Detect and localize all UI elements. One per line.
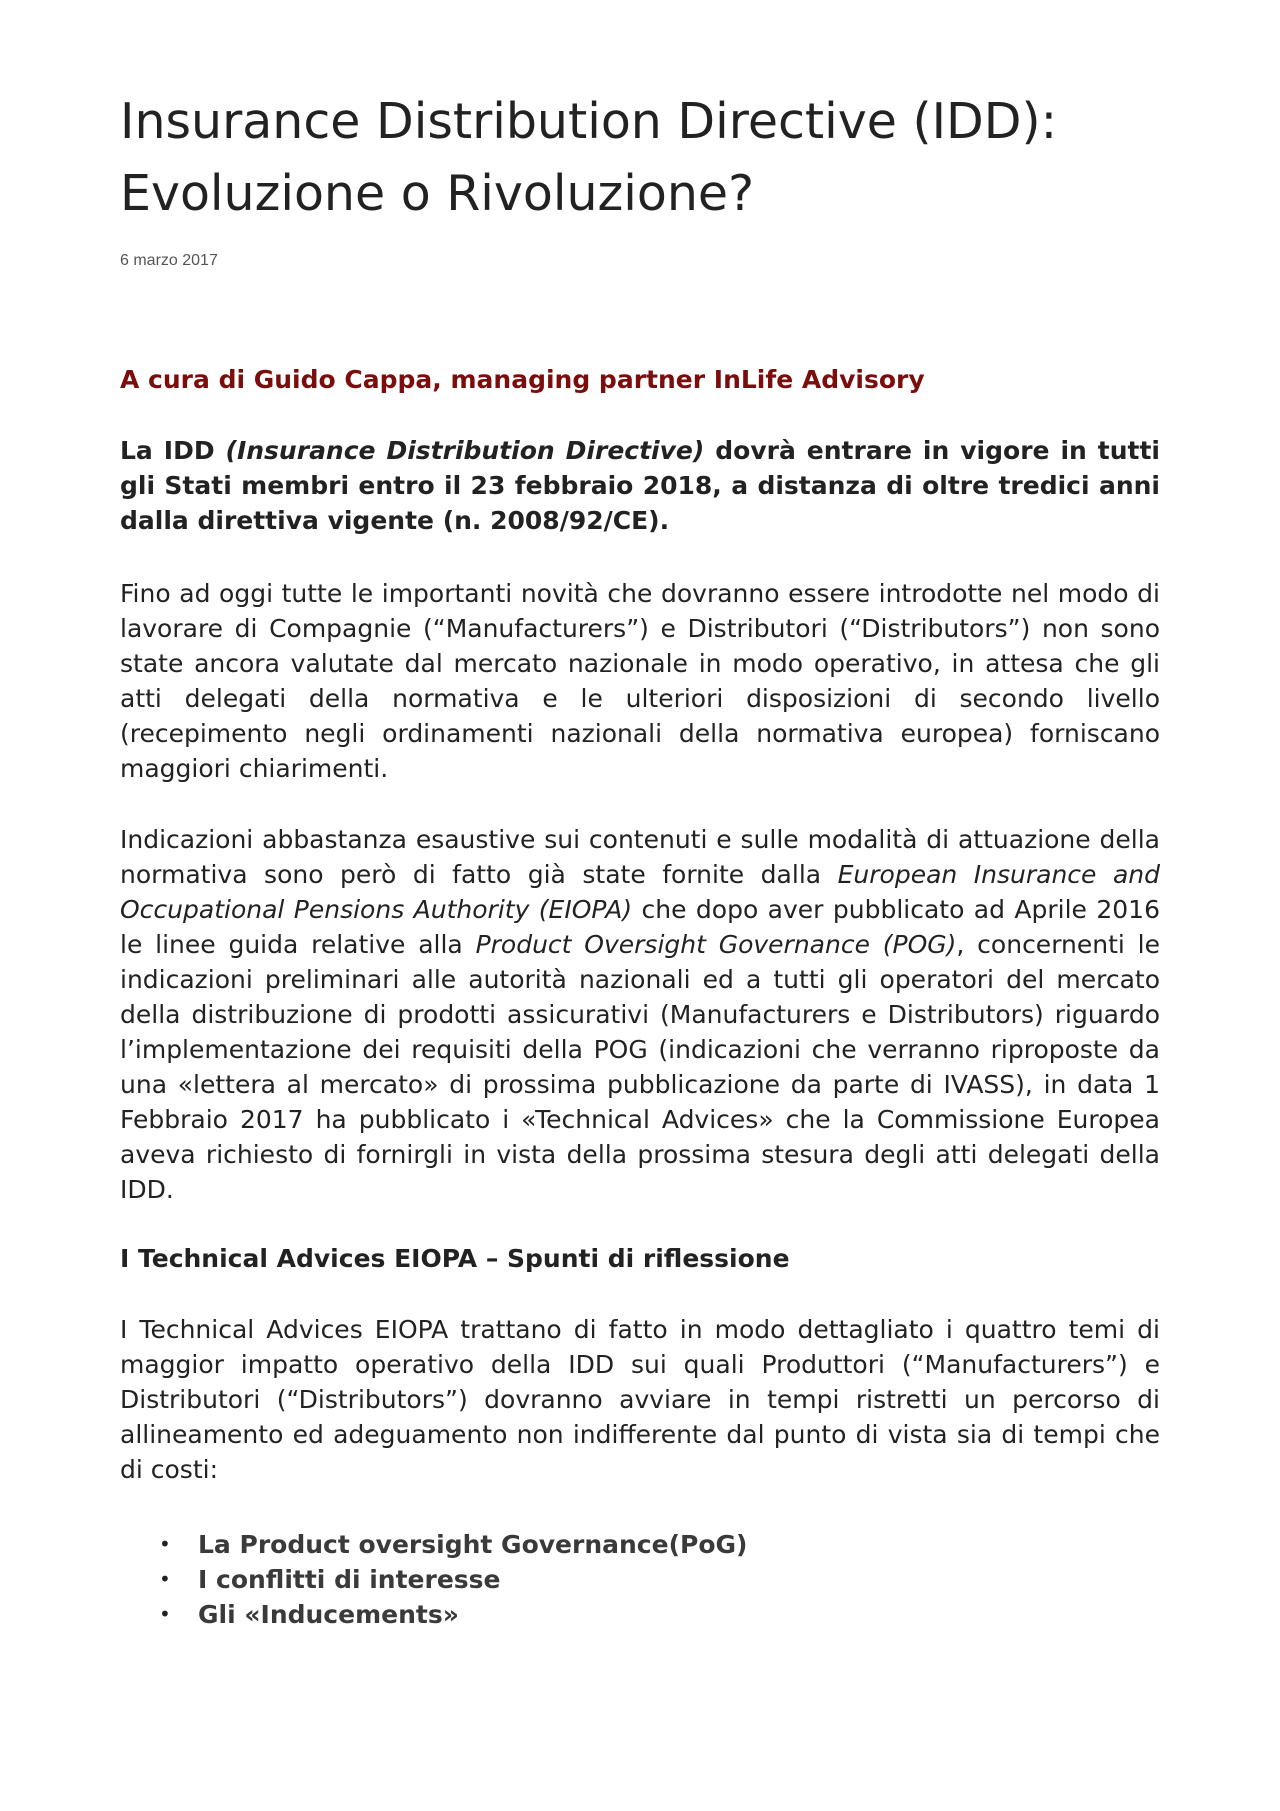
article-title: Insurance Distribution Directive (IDD): Evoluzione o Rivoluzione? [120,93,1058,222]
paragraph-2-text-2: che dopo aver pubblicato ad Aprile 2016 le linee guida relative alla [120,895,1160,959]
paragraph-2-emphasis-pog: Product Oversight Governance (POG) [475,930,957,959]
bullet-list [120,1527,1160,1632]
list-item [120,1562,1160,1597]
list-item-text: Gli «Inducements» [198,1600,459,1629]
bullet-icon: • [159,1567,171,1591]
lead-emphasis: (Insurance Distribution Directive) [225,436,705,465]
paragraph-2-text-3: , concernenti le indicazioni preliminari alle autorità nazionali ed a tutti gli operatori del mercato della distribuzione di prodotti assicurativi (Manufacturers e Distributors) riguardo l’implementazione dei requisiti della POG (indicazioni che verranno riproposte da una «lettera al mercato» di prossima pubblicazione da parte di IVASS), in data 1 Febbraio 2017 ha pubblicato i «Technical Advices» che la Commissione Europea aveva richiesto di fornirgli in vista della prossima stesura degli atti delegati della IDD. [120,930,1160,1204]
article-byline: A cura di Guido Cappa, managing partner InLife Advisory [120,365,925,394]
paragraph-2-text-1: Indicazioni abbastanza esaustive sui contenuti e sulle modalità di attuazione della normativa sono però di fatto già state fornite dalla [120,825,1160,889]
section-heading: I Technical Advices EIOPA – Spunti di riflessione [120,1244,790,1273]
article [120,0,1160,1632]
list-item [120,1597,1160,1632]
lead-paragraph [120,433,1160,538]
paragraph-2-emphasis-eiopa: European Insurance and Occupational Pensions Authority (EIOPA) [120,860,1160,924]
list-item [120,1527,1160,1562]
paragraph-2 [120,822,1160,1207]
list-item-text: I conflitti di interesse [198,1565,501,1594]
list-item-text: La Product oversight Governance(PoG) [198,1530,748,1559]
article-date: 6 marzo 2017 [120,252,218,269]
paragraph-1: Fino ad oggi tutte le importanti novità che dovranno essere introdotte nel modo di lavorare di Compagnie (“Manufacturers”) e Distributori (“Distributors”) non sono state ancora valutate dal mercato nazionale in modo operativo, in attesa che gli atti delegati della normativa e le ulteriori disposizioni di secondo livello (recepimento negli ordinamenti nazionali della normativa europea) forniscano maggiori chiarimenti. [120,579,1160,783]
lead-text-start: La IDD [120,436,226,465]
lead-text-end: dovrà entrare in vigore in tutti gli Stati membri entro il 23 febbraio 2018, a distanza di oltre tredici anni dalla direttiva vigente (n. 2008/92/CE). [120,436,1160,535]
bullet-icon: • [159,1602,171,1626]
bullet-icon: • [159,1532,171,1556]
paragraph-3: I Technical Advices EIOPA trattano di fatto in modo dettagliato i quattro temi di maggior impatto operativo della IDD sui quali Produttori (“Manufacturers”) e Distributori (“Distributors”) dovranno avviare in tempi ristretti un percorso di allineamento ed adeguamento non indifferente dal punto di vista sia di tempi che di costi: [120,1315,1160,1484]
